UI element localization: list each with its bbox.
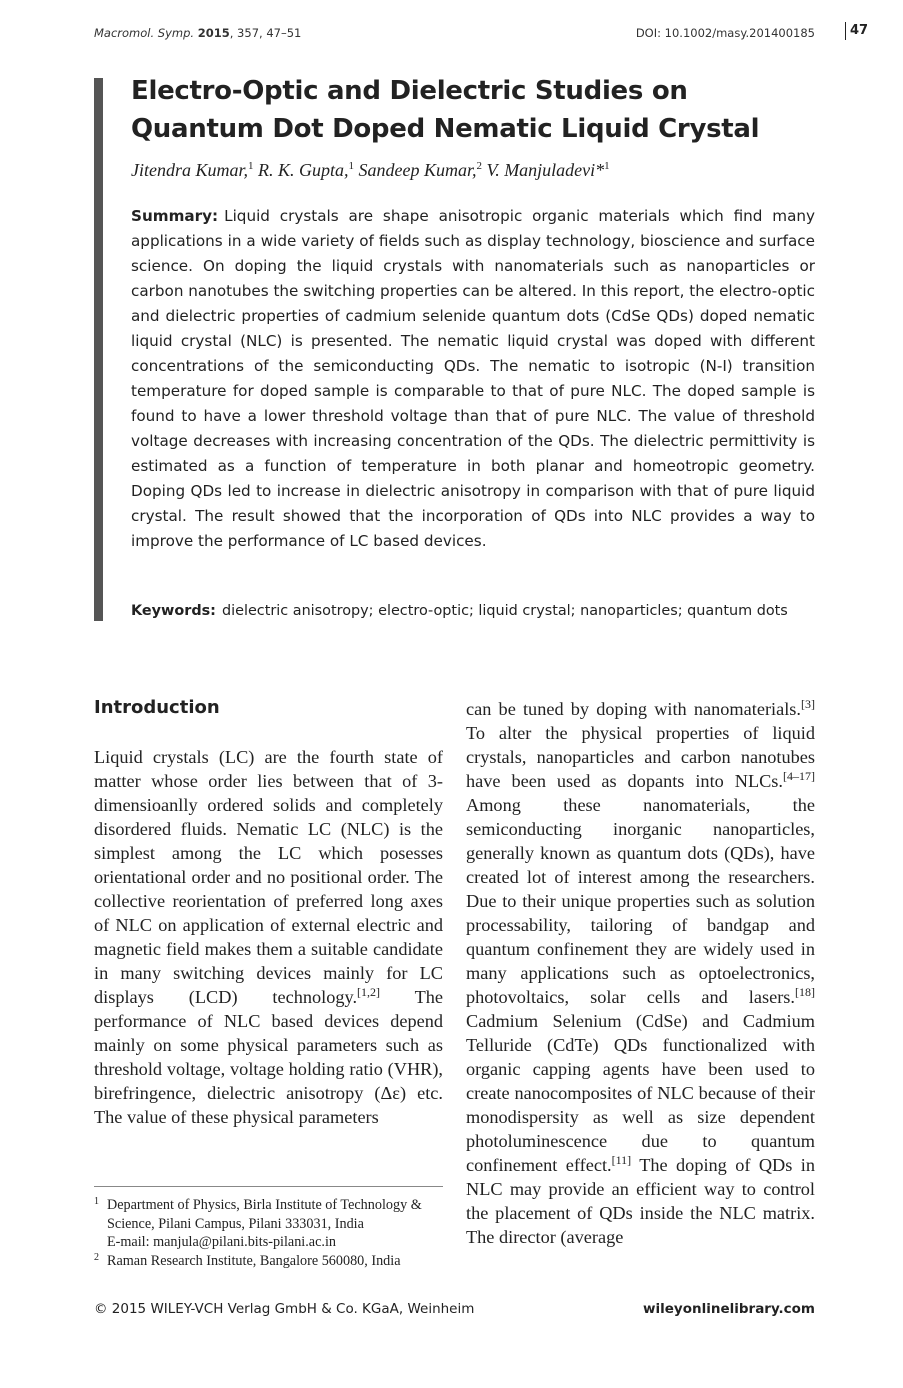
body-text: can be tuned by doping with nanomaterials.: [466, 699, 801, 719]
footnote-line: Raman Research Institute, Bangalore 560080, India: [107, 1252, 401, 1269]
author: Jitendra Kumar,: [131, 160, 248, 180]
author-affiliation-mark: 1: [248, 160, 254, 172]
doi: DOI: 10.1002/masy.201400185: [635, 26, 815, 40]
author-affiliation-mark: 1: [604, 160, 610, 172]
citation: [4–17]: [783, 768, 815, 783]
keywords-label: Keywords:: [131, 603, 216, 619]
publisher-site: wileyonlinelibrary.com: [643, 1301, 815, 1317]
footnotes: [94, 1196, 446, 1270]
footnote-email: E-mail: manjula@pilani.bits-pilani.ac.in: [107, 1234, 336, 1250]
citation: [18]: [795, 984, 815, 999]
citation: [3]: [801, 696, 815, 711]
keywords: [131, 603, 831, 619]
footnote: [94, 1196, 446, 1252]
journal-name: Macromol. Symp.: [94, 26, 195, 40]
volume-pages: , 357, 47–51: [229, 26, 302, 40]
article-title: Electro-Optic and Dielectric Studies on Quantum Dot Doped Nematic Liquid Crystal: [131, 76, 760, 144]
running-header-citation: [94, 26, 301, 40]
body-text: To alter the physical properties of liquid crystals, nanoparticles and carbon nanotubes have been used as dopants into NLCs.: [466, 723, 815, 791]
footnote-divider: [94, 1186, 443, 1187]
summary-label: Summary:: [131, 207, 219, 225]
citation: [1,2]: [357, 984, 381, 999]
body-column-right: [466, 697, 815, 1249]
keywords-text: dielectric anisotropy; electro-optic; liquid crystal; nanoparticles; quantum dots: [221, 603, 788, 619]
footnote-mark: 2: [94, 1251, 99, 1263]
section-heading-introduction: Introduction: [94, 697, 220, 718]
body-text: The performance of NLC based devices depend mainly on some physical parameters such as threshold voltage, voltage holding ratio (VHR), birefringence, dielectric anisotropy (Δε) etc. The value of these physical parameters: [94, 987, 443, 1127]
abstract: [131, 204, 815, 554]
body-text: The doping of QDs in NLC may provide an efficient way to control the placement of QDs inside the NLC matrix. The director (average: [466, 1155, 815, 1247]
journal-year: 2015: [197, 26, 230, 40]
summary-text: Liquid crystals are shape anisotropic organic materials which find many applications in a wide variety of fields such as display technology, bioscience and surface science. On doping the liquid crystals with nanomaterials such as nanoparticles or carbon nanotubes the switching properties can be altered. In this report, the electro-optic and dielectric properties of cadmium selenide quantum dots (CdSe QDs) doped nematic liquid crystal (NLC) is presented. The nematic liquid crystal was doped with different concentrations of the semiconducting QDs. The nematic to isotropic (N-I) transition temperature for doped sample is comparable to that of pure NLC. The doped sample is found to have a lower threshold voltage than that of pure NLC. The value of threshold voltage decreases with increasing concentration of the QDs. The dielectric permittivity is estimated as a function of temperature in both planar and homeotropic geometry. Doping QDs led to increase in dielectric anisotropy in comparison with that of pure liquid crystal. The result showed that the incorporation of QDs into NLC provides a way to improve the performance of LC based devices.: [131, 207, 815, 550]
body-text: Among these nanomaterials, the semiconducting inorganic nanoparticles, generally known as quantum dots (QDs), have created lot of interest among the researchers. Due to their unique properties such as solution processability, tailoring of bandgap and quantum confinement they are widely used in many applications such as optoelectronics, photovoltaics, solar cells and lasers.: [466, 795, 815, 1007]
body-text: Cadmium Selenium (CdSe) and Cadmium Telluride (CdTe) QDs functionalized with organic capping agents have been used to create nanocomposites of NLC because of their monodispersity as well as size dependent photoluminescence due to quantum confinement effect.: [466, 1011, 815, 1175]
copyright-footer: © 2015 WILEY-VCH Verlag GmbH & Co. KGaA, Weinheim: [94, 1301, 475, 1317]
author-affiliation-mark: 2: [476, 160, 483, 172]
footnote: [94, 1252, 446, 1271]
abstract-side-bar: [94, 78, 103, 621]
author-affiliation-mark: 1: [348, 160, 355, 172]
author: V. Manjuladevi*: [486, 160, 605, 180]
author: R. K. Gupta,: [258, 160, 349, 180]
footnote-mark: 1: [94, 1196, 99, 1207]
page-number: 47: [845, 22, 868, 40]
author: Sandeep Kumar,: [358, 160, 477, 180]
body-column-left: [94, 745, 443, 1129]
body-text: Liquid crystals (LC) are the fourth state of matter whose order lies between that of 3-dimensioanlly ordered solids and completely disordered fluids. Nematic LC (NLC) is the simplest among the LC which posesses orientational order and no positional order. The collective reorientation of preferred long axes of NLC on application of external electric and magnetic field makes them a suitable candidate in many switching devices mainly for LC displays (LCD) technology.: [94, 747, 443, 1007]
citation: [11]: [611, 1152, 632, 1167]
author-list: [131, 160, 610, 181]
footnote-line: Department of Physics, Birla Institute of Technology & Science, Pilani Campus, Pilani 333031, India: [107, 1197, 422, 1232]
